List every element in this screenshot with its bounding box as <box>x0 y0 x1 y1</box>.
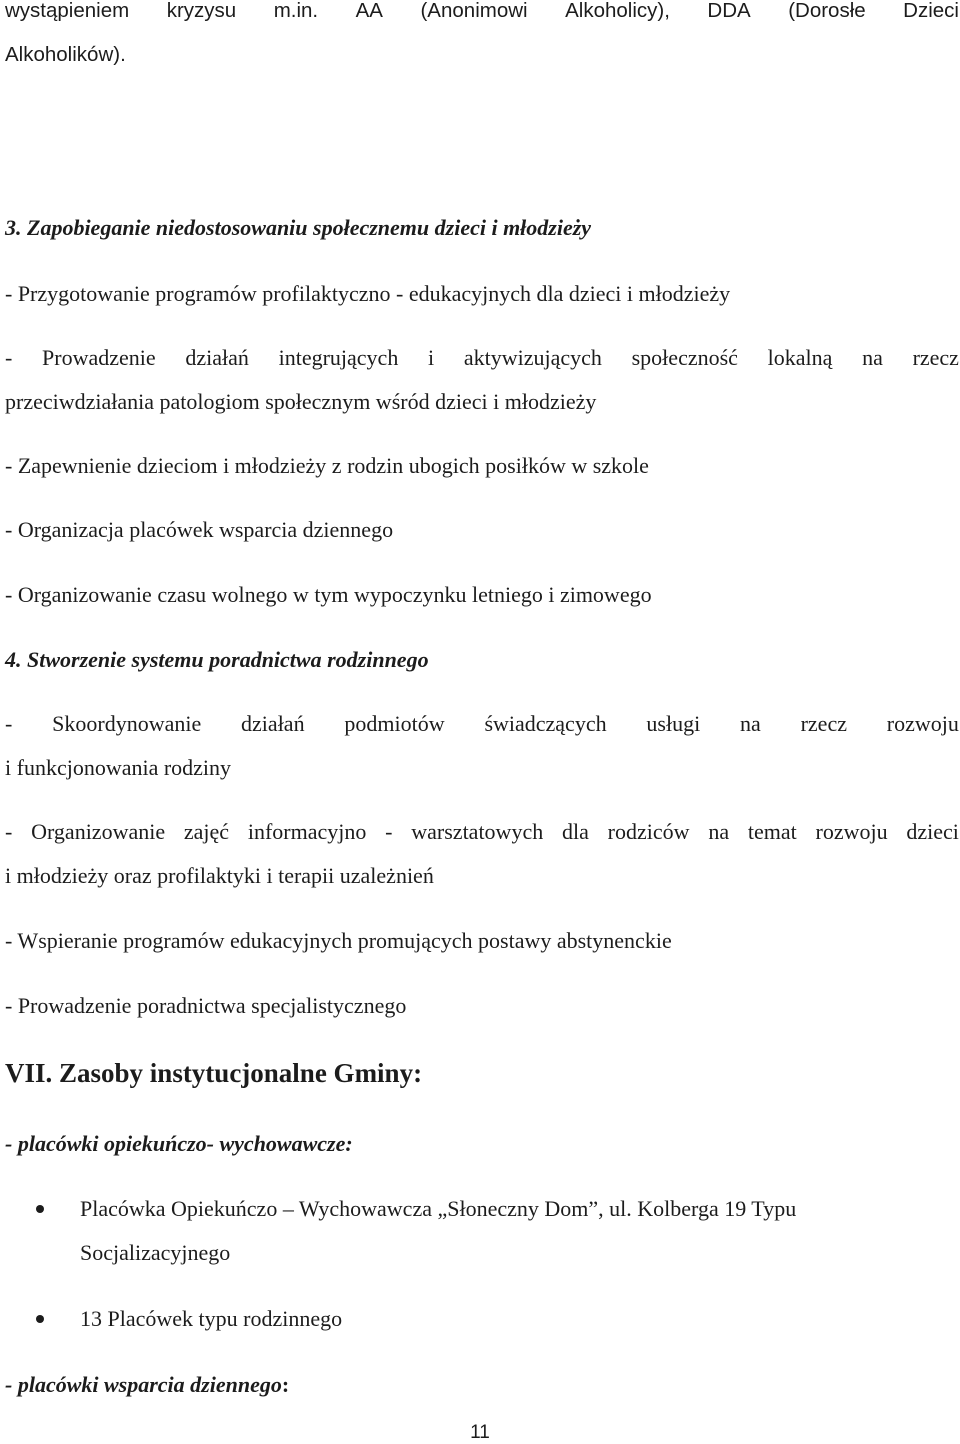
bullet-icon <box>36 1205 44 1213</box>
section-7-subheading-1: - placówki opiekuńczo- wychowawcze: <box>5 1131 353 1156</box>
word: (Dorosłe <box>788 0 866 22</box>
word: aktywizujących <box>463 345 602 370</box>
section-3-item-3: - Zapewnienie dzieciom i młodzieży z rodzin ubogich posiłków w szkole <box>5 453 649 478</box>
word: - <box>385 819 393 844</box>
word: - <box>5 711 13 736</box>
word: wystąpieniem <box>5 0 130 22</box>
word: - <box>5 819 13 844</box>
word: Skoordynowanie <box>52 711 202 736</box>
word: dla <box>562 819 589 844</box>
section-3-item-4: - Organizacja placówek wsparcia dziennego <box>5 517 394 542</box>
section-7-subheading-2 <box>5 1372 289 1398</box>
word: na <box>862 345 883 370</box>
word: kryzysu <box>166 0 237 22</box>
word: rozwoju <box>886 711 959 736</box>
section-4-item-3: - Wspieranie programów edukacyjnych promujących postawy abstynenckie <box>5 928 672 953</box>
section-4-heading: 4. Stworzenie systemu poradnictwa rodzinnego <box>5 647 429 672</box>
section-3-item-1: - Przygotowanie programów profilaktyczno - edukacyjnych dla dzieci i młodzieży <box>5 281 731 306</box>
bullet-item-1-line-1: Placówka Opiekuńczo – Wychowawcza „Słoneczny Dom”, ul. Kolberga 19 Typu <box>80 1196 797 1221</box>
word: DDA <box>707 0 751 22</box>
subheading-2-colon: : <box>281 1372 290 1397</box>
word: rzecz <box>800 711 847 736</box>
word: społeczność <box>631 345 738 370</box>
intro-line-2: Alkoholików). <box>5 43 126 66</box>
word: rzecz <box>912 345 959 370</box>
section-3-item-5: - Organizowanie czasu wolnego w tym wypoczynku letniego i zimowego <box>5 582 652 607</box>
bullet-item-1-line-2: Socjalizacyjnego <box>80 1240 231 1265</box>
word: AA <box>355 0 383 22</box>
section-3-item-2-line-1 <box>5 345 959 371</box>
word: m.in. <box>273 0 319 22</box>
word: dzieci <box>906 819 959 844</box>
word: Alkoholicy), <box>565 0 670 22</box>
section-4-item-1-line-1 <box>5 711 959 737</box>
word: i <box>428 345 435 370</box>
word: działań <box>185 345 249 370</box>
section-3-heading: 3. Zapobieganie niedostosowaniu społecznemu dzieci i młodzieży <box>5 215 592 240</box>
section-7-heading: VII. Zasoby instytucjonalne Gminy: <box>5 1058 423 1088</box>
word: rodziców <box>607 819 690 844</box>
word: świadczących <box>484 711 607 736</box>
word: integrujących <box>278 345 399 370</box>
word: usługi <box>646 711 701 736</box>
section-4-item-2-line-2: i młodzieży oraz profilaktyki i terapii uzależnień <box>5 863 434 888</box>
word: podmiotów <box>344 711 445 736</box>
page-number: 11 <box>470 1422 490 1443</box>
word: Dzieci <box>903 0 959 22</box>
word: Prowadzenie <box>42 345 156 370</box>
word: warsztatowych <box>411 819 544 844</box>
subheading-2-text: - placówki wsparcia dziennego <box>5 1372 282 1397</box>
section-3-item-2-line-2: przeciwdziałania patologiom społecznym wśród dzieci i młodzieży <box>5 389 597 414</box>
word: na <box>708 819 730 844</box>
word: temat <box>747 819 797 844</box>
word: działań <box>241 711 305 736</box>
word: rozwoju <box>815 819 888 844</box>
intro-line-1 <box>5 0 959 24</box>
word: zajęć <box>183 819 230 844</box>
word: - <box>5 345 13 370</box>
bullet-icon <box>36 1315 44 1323</box>
section-4-item-2-line-1 <box>5 819 959 845</box>
section-4-item-1-line-2: i funkcjonowania rodziny <box>5 755 232 780</box>
section-4-item-4: - Prowadzenie poradnictwa specjalistycznego <box>5 993 407 1018</box>
word: informacyjno <box>247 819 367 844</box>
word: lokalną <box>767 345 833 370</box>
word: Organizowanie <box>31 819 166 844</box>
bullet-item-2: 13 Placówek typu rodzinnego <box>80 1306 343 1331</box>
word: na <box>740 711 761 736</box>
word: (Anonimowi <box>420 0 528 22</box>
